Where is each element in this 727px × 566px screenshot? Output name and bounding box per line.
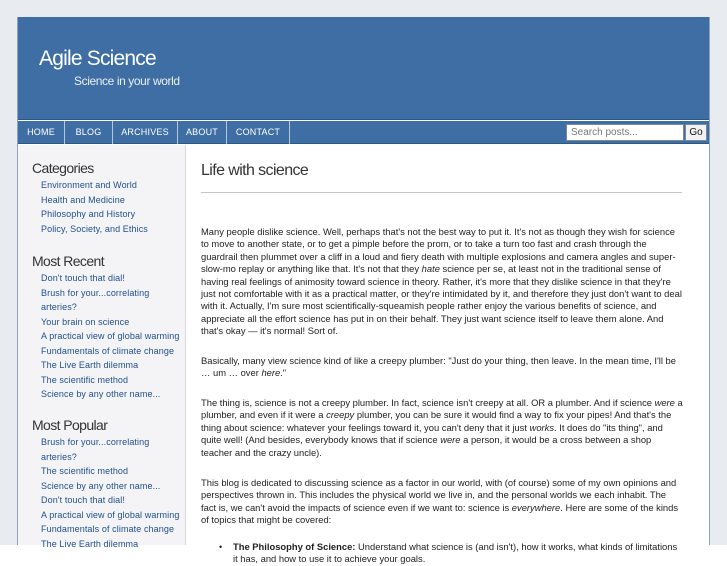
text-run: science per se, at least not in the traditional sense of having real feelings of animosity toward science in theory. Rather, it's more that they dislike science in that they're just not comfortable with it as a practical matter, or they're intimidated by it, and therefore they just don't want to deal with it. Actually, I'm sure most scientifically-squeamish people rather enjoy the various benefits of science, and appreciate all the effort science has put in on their behalf. They just want science itself to leave them alone. And that's okay — it's normal! Sort of. (201, 263, 682, 337)
category-link[interactable]: Health and Medicine (41, 194, 125, 205)
recent-post-link[interactable]: Brush for your...correlating arteries? (41, 287, 150, 312)
text-run: a person, it would be a cross between a shop teacher and the crazy uncle). (201, 434, 652, 458)
nav-archives[interactable]: ARCHIVES (113, 121, 178, 144)
recent-post-link[interactable]: Fundamentals of climate change (41, 345, 175, 356)
site-header (18, 17, 709, 120)
post-title: Life with science (201, 162, 309, 179)
popular-post-link[interactable]: Brush for your...correlating arteries? (41, 437, 150, 462)
most-popular-list (41, 435, 183, 551)
main-content (201, 145, 683, 565)
popular-post-link[interactable]: Don't touch that dial! (41, 495, 125, 505)
category-link[interactable]: Environment and World (41, 180, 137, 190)
popular-post-link[interactable]: A practical view of global warming (41, 509, 180, 520)
emphasis: here (261, 367, 281, 379)
popular-post-link[interactable]: The scientific method (41, 466, 129, 476)
text-run: . Here are some of the kinds of topics that might be covered: (201, 501, 679, 526)
recent-post-link[interactable]: The scientific method (41, 374, 129, 385)
emphasis: hate (421, 263, 440, 275)
topic-text: Understand what science is (and isn't), how it works, what kinds of limitations it has, and how to use it to achieve your goals. (233, 541, 678, 565)
recent-post-link[interactable]: A practical view of global warming (41, 331, 180, 341)
search-go-button[interactable]: Go (685, 124, 707, 141)
post-paragraph-1 (201, 226, 683, 338)
emphasis: everywhere (511, 501, 561, 513)
popular-post-link[interactable]: Science by any other name... (41, 480, 161, 491)
bullet-icon: • (219, 542, 223, 552)
categories-heading: Categories (32, 160, 94, 176)
text-run: plumber, you can be sure it would find a way to fix your pipes! And that's the thing about science: whatever your feelings toward it, you can't deny that it just (201, 409, 672, 433)
text-run: The thing is, science is not a creepy plumber. In fact, science isn't creepy at all. OR a plumber. And if science (201, 397, 655, 408)
nav-contact[interactable]: CONTACT (227, 121, 290, 144)
popular-post-link[interactable]: Fundamentals of climate change (41, 524, 175, 534)
nav-about[interactable]: ABOUT (178, 121, 227, 144)
category-link[interactable]: Policy, Society, and Ethics (41, 223, 148, 234)
most-popular-heading: Most Popular (32, 417, 108, 433)
nav-home[interactable]: HOME (18, 121, 65, 144)
search-input[interactable] (566, 124, 684, 141)
most-recent-heading: Most Recent (32, 253, 104, 269)
emphasis: were (654, 397, 675, 408)
site-title[interactable]: Agile Science (39, 47, 156, 70)
recent-post-link[interactable]: The Live Earth dilemma (41, 360, 139, 370)
topic-label: The Philosophy of Science: (233, 541, 356, 552)
most-recent-list (41, 271, 183, 402)
recent-post-link[interactable]: Your brain on science (41, 316, 130, 327)
topic-item (219, 541, 679, 566)
recent-post-link[interactable]: Don't touch that dial! (41, 273, 125, 283)
topic-list (219, 541, 679, 566)
category-link[interactable]: Philosophy and History (41, 209, 136, 219)
text-run: . It does do "its thing", and quite well! (And besides, everybody knows that if science (201, 421, 663, 446)
emphasis: works (529, 421, 555, 433)
site-tagline: Science in your world (74, 74, 180, 88)
page-container (17, 17, 710, 565)
post-paragraph-2 (201, 355, 683, 380)
emphasis: were (440, 434, 461, 446)
nav-bar (18, 120, 709, 144)
nav-blog[interactable]: BLOG (65, 121, 113, 144)
recent-post-link[interactable]: Science by any other name... (41, 389, 161, 399)
categories-list (41, 178, 183, 236)
sidebar (18, 145, 186, 549)
title-divider (201, 192, 682, 193)
text-run: ." (280, 367, 287, 379)
popular-post-link[interactable]: The Live Earth dilemma (41, 538, 139, 549)
text-run: Basically, many view science kind of like a creepy plumber: "Just do your thing, then leave. In the mean time, I'll be … um … over (201, 355, 676, 379)
text-run: This blog is dedicated to discussing science as a factor in our world, with (of course) some of my own opinions and perspectives thrown in. This includes the physical world we live in, and the personal worlds we each inhabit. The fact is, we can't avoid the impacts of science even if we want to: science is (201, 477, 677, 513)
text-run: Many people dislike science. Well, perhaps that's not the best way to put it. It's not as though they wish for science to move to another state, or to get a pimple before the prom, or to take a turn too fast and crash through the guardrail then plummet over a cliff in a loud and fiery death with multiple explosions and camera angles and super-slow-mo replay or anything like that. It's not that they (201, 226, 676, 275)
post-paragraph-4 (201, 477, 683, 527)
text-run: a plumber, and even if it were a (201, 397, 683, 421)
emphasis: creepy (326, 409, 355, 421)
post-paragraph-3 (201, 397, 683, 459)
